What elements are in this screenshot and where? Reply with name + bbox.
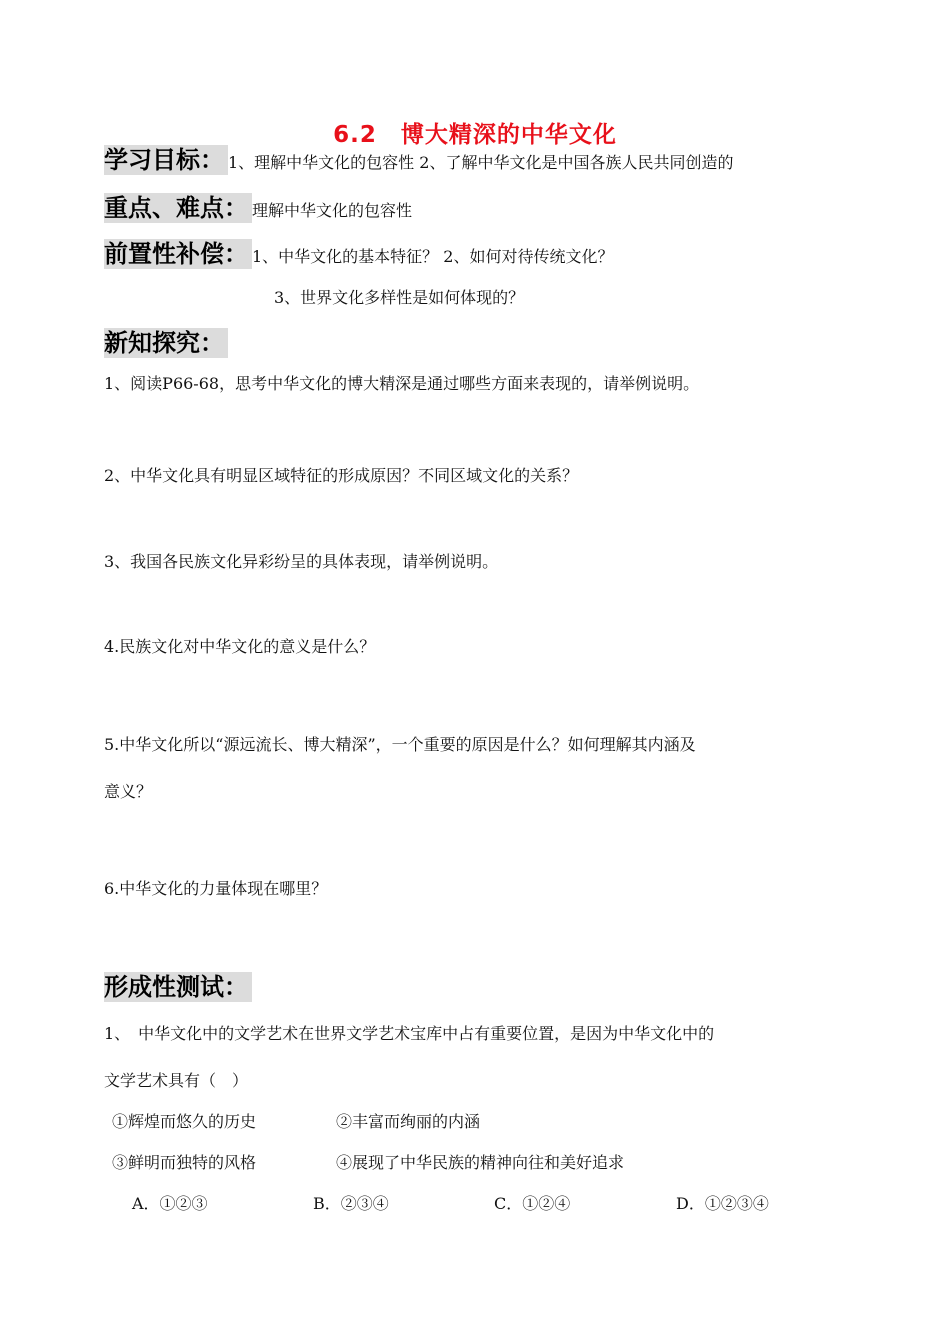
objectives-text: 1、理解中华文化的包容性 2、了解中华文化是中国各族人民共同创造的 [228,153,734,172]
explore-question: 3、我国各民族文化异彩纷呈的具体表现，请举例说明。 [104,552,499,571]
test-option-2: ②丰富而绚丽的内涵 [336,1112,481,1131]
key-points-label: 重点、难点： [104,193,252,223]
explore-question: 5.中华文化所以“源远流长、博大精深”，一个重要的原因是什么？如何理解其内涵及 [104,735,696,754]
preview-label: 前置性补偿： [104,239,252,269]
explore-question-continued: 意义？ [104,782,153,801]
preview-line-2: 3、世界文化多样性是如何体现的？ [274,288,525,307]
preview-row [104,239,613,269]
explore-question: 6.中华文化的力量体现在哪里？ [104,879,328,898]
test-option-4: ④展现了中华民族的精神向往和美好追求 [336,1153,625,1172]
explore-label: 新知探究： [104,328,228,358]
explore-question: 4.民族文化对中华文化的意义是什么？ [104,637,376,656]
test-question-1-line-2: 文学艺术具有（ ） [104,1071,249,1090]
explore-heading-row [104,328,228,358]
test-question-1-line-1: 1、 中华文化中的文学艺术在世界文学艺术宝库中占有重要位置，是因为中华文化中的 [104,1024,715,1043]
test-option-3: ③鲜明而独特的风格 [112,1153,257,1172]
test-heading-row [104,972,252,1002]
objectives-label: 学习目标： [104,145,228,175]
test-label: 形成性测试： [104,972,252,1002]
key-points-text: 理解中华文化的包容性 [252,201,413,220]
test-option-1: ①辉煌而悠久的历史 [112,1112,257,1131]
answer-choice-a: A．①②③ [132,1194,208,1213]
answer-choice-c: C．①②④ [494,1194,571,1213]
preview-line-1: 1、中华文化的基本特征？ 2、如何对待传统文化？ [252,247,614,266]
key-points-row [104,193,412,223]
objectives-row [104,145,733,175]
page-title: 6.2 博大精深的中华文化 [333,122,617,148]
answer-choice-b: B．②③④ [313,1194,389,1213]
explore-question: 2、中华文化具有明显区域特征的形成原因？不同区域文化的关系？ [104,466,579,485]
explore-question: 1、阅读P66-68，思考中华文化的博大精深是通过哪些方面来表现的，请举例说明。 [104,374,700,393]
answer-choice-d: D．①②③④ [676,1194,769,1213]
